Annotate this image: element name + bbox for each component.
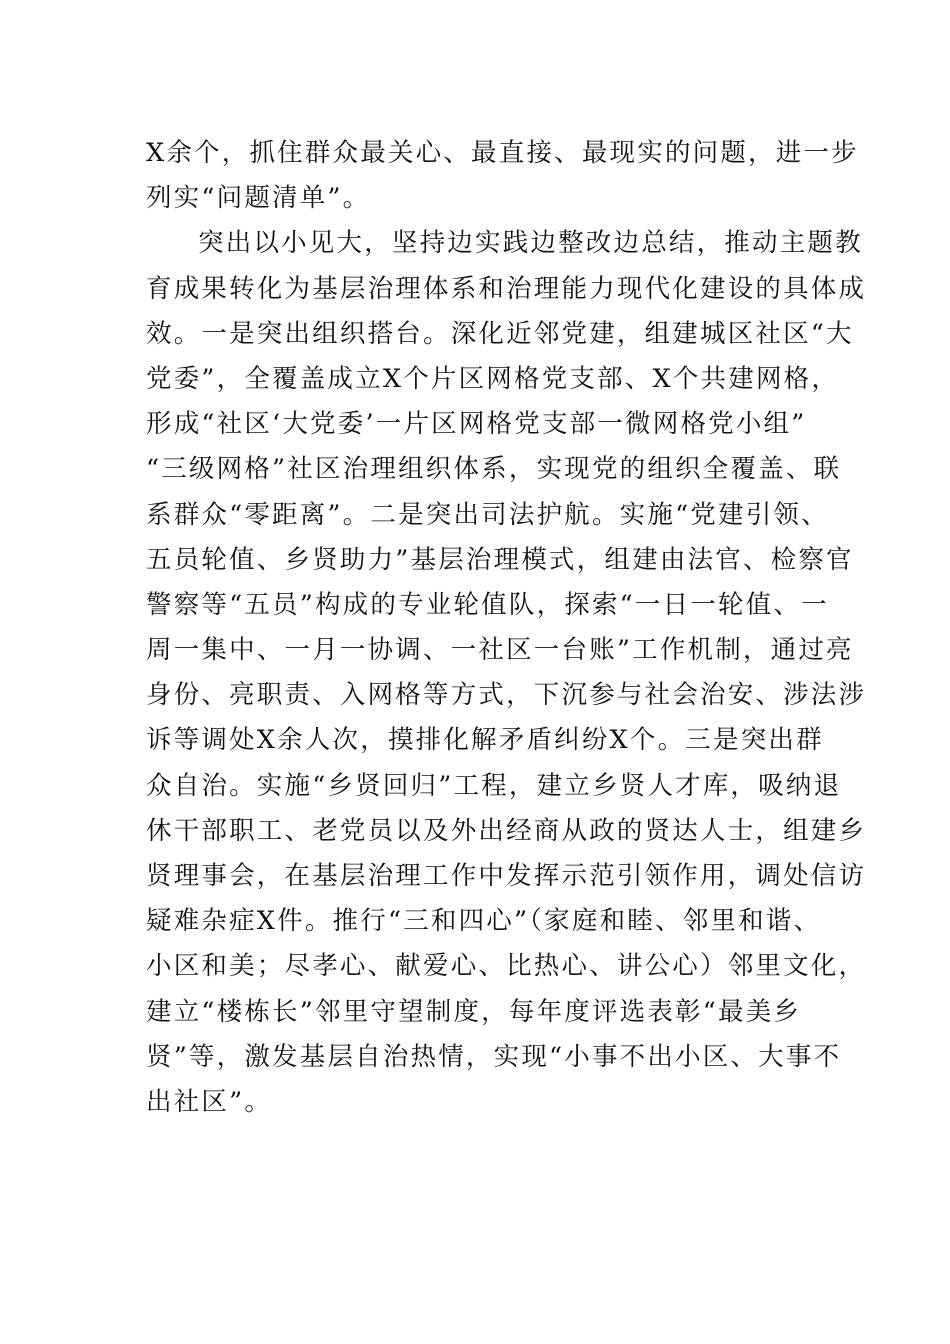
text-line: 列实“问题清单”。 <box>146 183 371 214</box>
text-line: 党委”，全覆盖成立X个片区网格党支部、X个共建网格， <box>146 363 840 394</box>
text-line: 贤理事会，在基层治理工作中发挥示范引领作用，调处信访 <box>146 861 867 891</box>
text-line: 系群众“零距离”。二是突出司法护航。实施“党建引领、 <box>146 499 829 530</box>
text-line: 众自治。实施“乡贤回归”工程，建立乡贤人才库，吸纳退 <box>146 770 842 801</box>
text-line: 效。一是突出组织搭台。深化近邻党建，组建城区社区“大 <box>146 318 854 349</box>
paragraph-1 <box>146 131 859 221</box>
text-line: 身份、亮职责、入网格等方式，下沉参与社会治安、涉法涉 <box>146 680 867 711</box>
text-line: 出社区”。 <box>146 1086 273 1117</box>
text-line: 形成“社区‘大党委’一片区网格党支部一微网格党小组” <box>146 409 807 440</box>
text-line: 突出以小见大，坚持边实践边整改边总结，推动主题教 <box>198 228 863 259</box>
text-line: 建立“楼栋长”邻里守望制度，每年度评选表彰“最美乡 <box>146 996 802 1027</box>
text-line: 贤”等，激发基层自治热情，实现“小事不出小区、大事不 <box>146 1041 842 1072</box>
text-line: 警察等“五员”构成的专业轮值队，探索“一日一轮值、一 <box>146 589 829 620</box>
text-line: 小区和美；尽孝心、献爱心、比热心、讲公心）邻里文化， <box>146 951 867 982</box>
text-line: 五员轮值、乡贤助力”基层治理模式，组建由法官、检察官 <box>146 544 854 575</box>
text-line: X余个，抓住群众最关心、最直接、最现实的问题，进一步 <box>146 138 859 168</box>
text-line: 育成果转化为基层治理体系和治理能力现代化建设的具体成 <box>146 273 867 304</box>
text-line: 诉等调处X余人次，摸排化解矛盾纠纷X个。三是突出群 <box>146 725 824 756</box>
text-line: 疑难杂症X件。推行“三和四心”（家庭和睦、邻里和谐、 <box>146 906 822 937</box>
paragraph-2 <box>146 221 867 1125</box>
text-line: 周一集中、一月一协调、一社区一台账”工作机制，通过亮 <box>146 635 854 666</box>
text-line: “三级网格”社区治理组织体系，实现党的组织全覆盖、联 <box>146 454 842 485</box>
body-text <box>146 131 867 1125</box>
text-line: 休干部职工、老党员以及外出经商从政的贤达人士，组建乡 <box>146 815 867 846</box>
